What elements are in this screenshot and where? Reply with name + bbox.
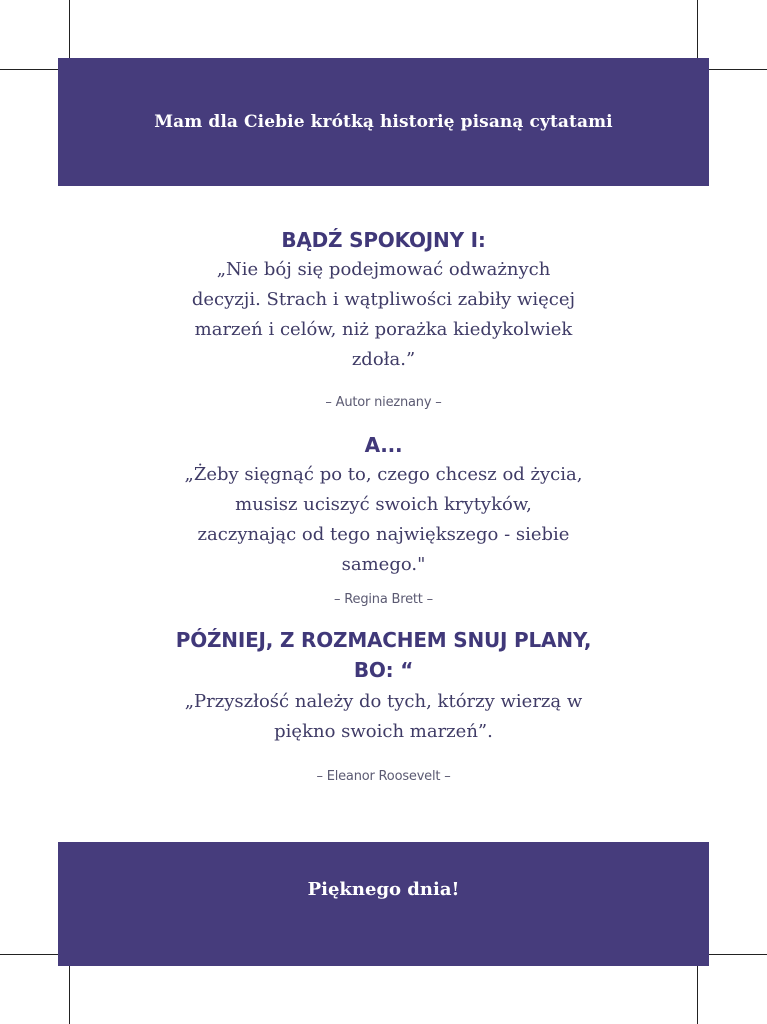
crop-mark-bottom-right bbox=[697, 966, 698, 1024]
quote-author: – Eleanor Roosevelt – bbox=[316, 769, 451, 784]
section-heading: PÓŹNIEJ, Z ROZMACHEM SNUJ PLANY, BO: “ bbox=[175, 628, 592, 682]
quote-author: – Regina Brett – bbox=[334, 592, 433, 607]
crop-mark-left-bottom bbox=[0, 954, 58, 955]
crop-mark-top-right bbox=[697, 0, 698, 58]
closing-greeting: Pięknego dnia! bbox=[307, 878, 460, 900]
crop-mark-right-bottom bbox=[709, 954, 767, 955]
footer-band bbox=[58, 842, 709, 966]
quotes-content bbox=[58, 225, 709, 784]
page-title: Mam dla Ciebie krótką historię pisaną cytatami bbox=[154, 112, 613, 132]
quote-author: – Autor nieznany – bbox=[325, 395, 442, 410]
section-heading: A... bbox=[364, 433, 403, 457]
crop-mark-bottom-left bbox=[69, 966, 70, 1024]
crop-mark-top-left bbox=[69, 0, 70, 58]
quote-section-2 bbox=[58, 430, 709, 607]
quote-text: „Żeby sięgnąć po to, czego chcesz od życia, musisz uciszyć swoich krytyków, zaczynając od tego największego - siebie samego." bbox=[184, 464, 583, 575]
quote-section-1 bbox=[58, 225, 709, 410]
quote-text: „Nie bój się podejmować odważnych decyzji. Strach i wątpliwości zabiły więcej marzeń i celów, niż porażka kiedykolwiek zdoła.” bbox=[191, 259, 576, 370]
crop-mark-right-top bbox=[709, 69, 767, 70]
section-heading: BĄDŹ SPOKOJNY I: bbox=[281, 228, 486, 252]
crop-mark-left-top bbox=[0, 69, 58, 70]
quote-text: „Przyszłość należy do tych, którzy wierzą w piękno swoich marzeń”. bbox=[184, 691, 583, 742]
quote-section-3 bbox=[58, 625, 709, 784]
header-band bbox=[58, 58, 709, 186]
